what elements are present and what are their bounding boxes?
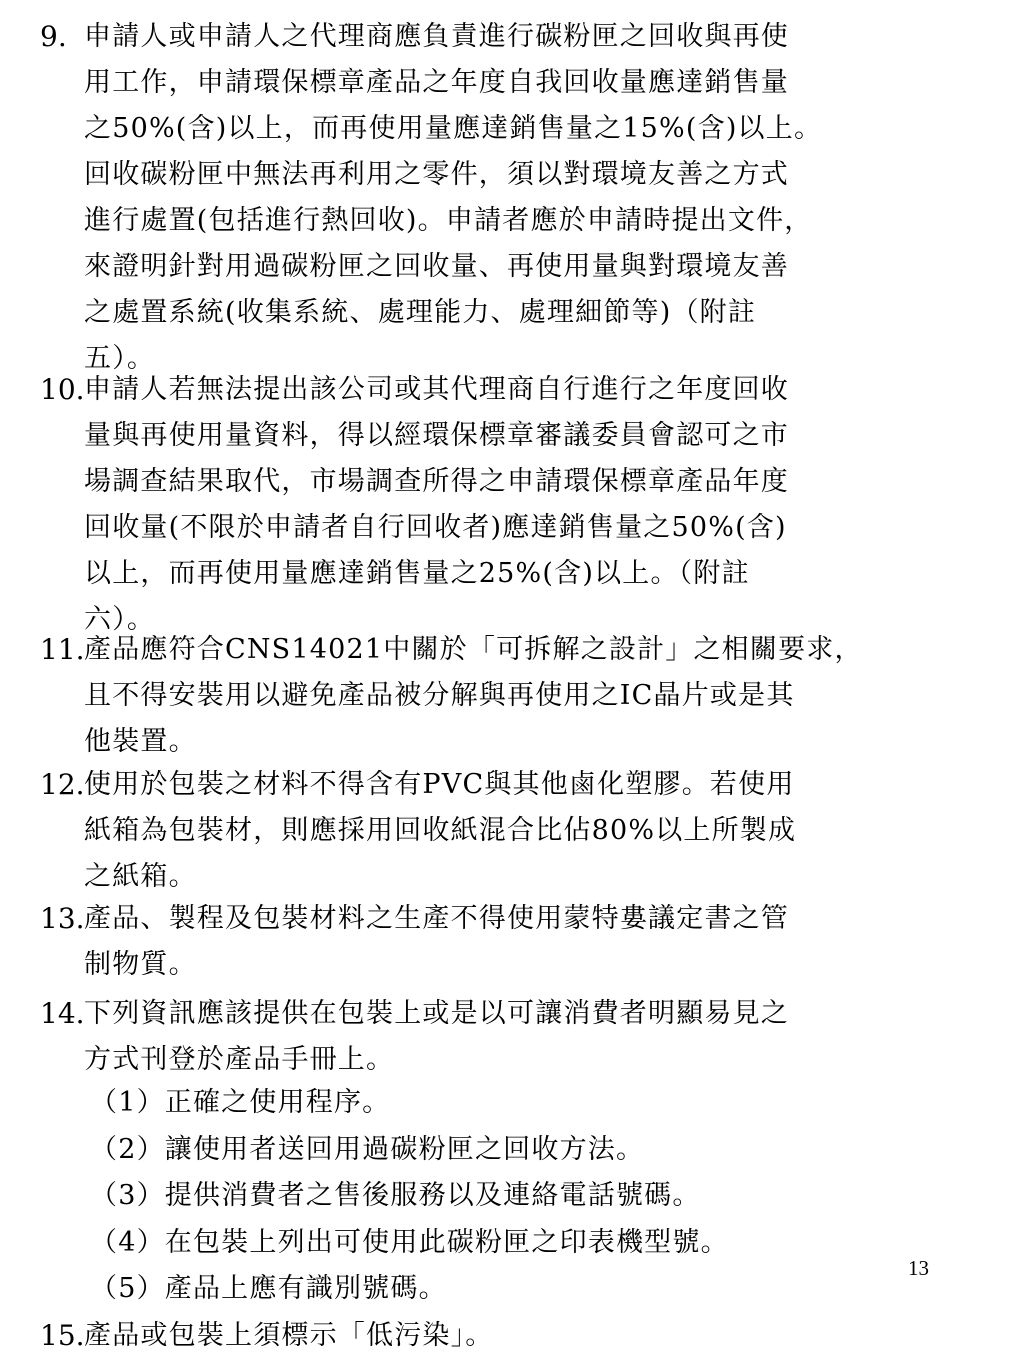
- text-line: 申請人或申請人之代理商應負責進行碳粉匣之回收與再使: [84, 21, 789, 52]
- item-number: 11.: [40, 633, 85, 666]
- list-item: [40, 367, 1015, 643]
- list-item: [40, 762, 1015, 900]
- list-item: [40, 14, 1015, 382]
- item-text: [84, 1313, 1015, 1359]
- text-line: 回收碳粉匣中無法再利用之零件，須以對環境友善之方式: [84, 159, 789, 190]
- item-text: [84, 627, 1015, 765]
- sub-list-item: （3）提供消費者之售後服務以及連絡電話號碼。: [90, 1180, 701, 1211]
- sub-list: [90, 1080, 990, 1313]
- text-line: 進行處置(包括進行熱回收)。申請者應於申請時提出文件，: [84, 205, 813, 236]
- list-item: [40, 896, 1015, 988]
- item-number: 12.: [40, 768, 85, 801]
- text-line: 以上，而再使用量應達銷售量之25%(含)以上。（附註: [84, 558, 750, 589]
- item-number: 10.: [40, 373, 85, 406]
- text-line: 之紙箱。: [84, 861, 197, 892]
- text-line: 場調查結果取代，市場調查所得之申請環保標章產品年度: [84, 466, 789, 497]
- sub-list-item: （5）產品上應有識別號碼。: [90, 1273, 447, 1304]
- text-line: 六）。: [84, 604, 156, 635]
- text-line: 申請人若無法提出該公司或其代理商自行進行之年度回收: [84, 374, 789, 405]
- text-line: 下列資訊應該提供在包裝上或是以可讓消費者明顯易見之: [84, 998, 789, 1029]
- text-line: 之50%(含)以上，而再使用量應達銷售量之15%(含)以上。: [84, 113, 823, 144]
- item-number: 9.: [40, 20, 67, 53]
- text-line: 產品應符合CNS14021中關於「可拆解之設計」之相關要求，: [84, 634, 863, 665]
- item-number: 14.: [40, 997, 85, 1030]
- text-line: 用工作，申請環保標章產品之年度自我回收量應達銷售量: [84, 67, 789, 98]
- text-line: 五）。: [84, 343, 156, 374]
- text-line: 方式刊登於產品手冊上。: [84, 1044, 395, 1075]
- page-number: 13: [908, 1256, 929, 1280]
- item-text: [84, 14, 1015, 382]
- item-text: [84, 896, 1015, 988]
- sub-list-item: （4）在包裝上列出可使用此碳粉匣之印表機型號。: [90, 1226, 729, 1258]
- list-item: [40, 627, 1015, 765]
- text-line: 紙箱為包裝材，則應採用回收紙混合比佔80%以上所製成: [84, 815, 797, 846]
- item-text: [84, 991, 1015, 1083]
- list-item: [40, 1313, 1015, 1359]
- text-line: 制物質。: [84, 949, 197, 980]
- text-line: 之處置系統(收集系統、處理能力、處理細節等)（附註: [84, 297, 757, 328]
- text-line: 量與再使用量資料，得以經環保標章審議委員會認可之市: [84, 420, 789, 451]
- text-line: 且不得安裝用以避免產品被分解與再使用之IC晶片或是其: [84, 680, 795, 711]
- text-line: 來證明針對用過碳粉匣之回收量、再使用量與對環境友善: [84, 251, 789, 282]
- text-line: 產品、製程及包裝材料之生產不得使用蒙特婁議定書之管: [84, 903, 789, 934]
- sub-list-item: （1）正確之使用程序。: [90, 1087, 391, 1118]
- list-item: [40, 991, 1015, 1083]
- item-number: 15.: [40, 1319, 85, 1352]
- text-line: 產品或包裝上須標示「低污染」。: [84, 1320, 494, 1351]
- text-line: 使用於包裝之材料不得含有PVC與其他鹵化塑膠。若使用: [84, 769, 795, 800]
- item-number: 13.: [40, 902, 85, 935]
- text-line: 他裝置。: [84, 726, 197, 757]
- item-text: [84, 367, 1015, 643]
- sub-list-item: （2）讓使用者送回用過碳粉匣之回收方法。: [90, 1133, 645, 1165]
- item-text: [84, 762, 1015, 900]
- text-line: 回收量(不限於申請者自行回收者)應達銷售量之50%(含): [84, 512, 787, 543]
